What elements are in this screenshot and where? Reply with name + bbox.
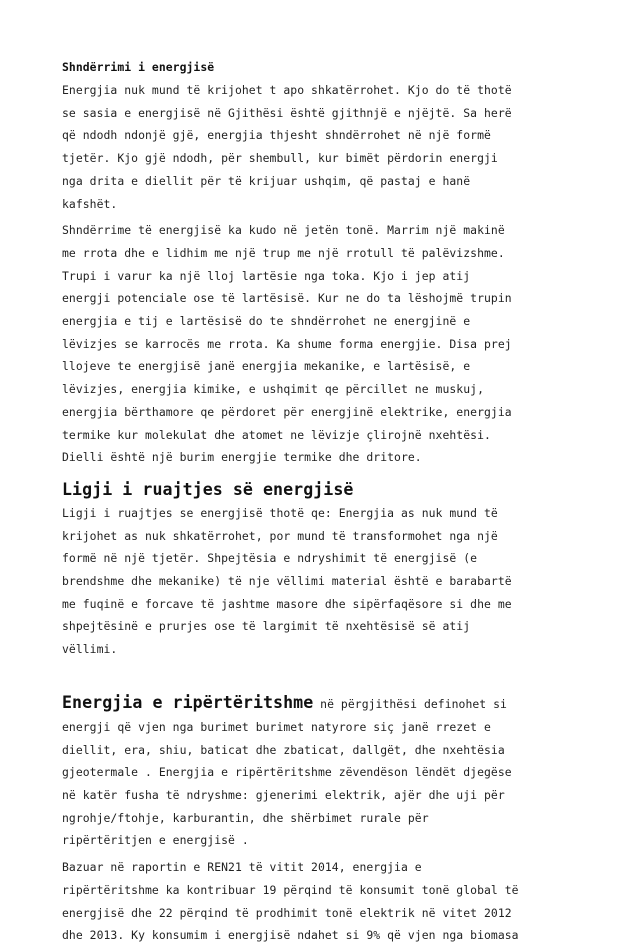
paragraph-energy-transformation-1: Energjia nuk mund të krijohet t apo shkatërrohet. Kjo do të thotë se sasia e energjisë në Gjithësi është gjithnjë e njëjtë. Sa herë që ndodh ndonjë gjë, energjia thjesht shndërrohet në një formë tjetër. Kjo gjë ndodh, për shembull, kur bimët përdorin energji nga drita e diellit për të krijuar ushqim, që pastaj e hanë kafshët. bbox=[62, 83, 512, 211]
paragraph-energy-transformation-2: Shndërrime të energjisë ka kudo në jetën tonë. Marrim një makinë me rrota dhe e lidhim me një trup me një rrotull të palëvizshme. Trupi i varur ka një lloj lartësie nga toka. Kjo i jep atij energji potenciale ose të lartësisë. Kur ne do ta lëshojmë trupin energjia e tij e lartësisë do te shndërrohet ne energjinë e lëvizjes se karrocës me rrota. Ka shume forma energjie. Disa prej llojeve te energjisë janë energjia mekanike, e lartësisë, e lëvizjes, energjia kimike, e ushqimit qe përcillet ne muskuj, energjia bërthamore qe përdoret për energjinë elektrike, energjia termike kur molekulat dhe atomet ne lëvizje çlirojnë nxehtësi. Dielli është një burim energjie termike dhe dritore. bbox=[62, 223, 512, 465]
section-heading-energy-transformation: Shndërrimi i energjisë bbox=[62, 60, 215, 74]
renewable-energy-lead-text: në përgjithësi definohet si bbox=[313, 696, 507, 711]
document-page bbox=[62, 56, 582, 947]
section-heading-renewable-energy: Energjia e ripërtëritshme bbox=[62, 692, 314, 712]
paragraph-renewable-energy-1-rest: energji që vjen nga burimet burimet natyrore siç janë rrezet e diellit, era, shiu, baticat dhe zbaticat, dallgët, dhe nxehtësia gjeotermale . Energjia e ripërtëritshme zëvendëson lëndët djegëse në katër fusha të ndryshme: gjenerimi elektrik, ajër dhe uji për ngrohje/ftohje, karburantin, dhe shërbimet rurale për ripërtëritjen e energjisë . bbox=[62, 719, 512, 848]
paragraph-renewable-energy-1 bbox=[62, 691, 582, 716]
paragraph-renewable-energy-2: Bazuar në raportin e REN21 të vitit 2014, energjia e ripërtëritshme ka kontribuar 19 përqind të konsumit tonë global të energjisë dhe 22 përqind të prodhimit tonë elektrik në vitet 2012 dhe 2013. Ky konsumim i energjisë ndahet si 9% që vjen nga biomasa bbox=[62, 860, 519, 943]
spacer bbox=[62, 661, 582, 691]
spacer bbox=[62, 469, 582, 478]
section-heading-conservation-law: Ligji i ruajtjes së energjisë bbox=[62, 479, 354, 499]
paragraph-conservation-law: Ligji i ruajtjes se energjisë thotë qe: Energjia as nuk mund të krijohet as nuk shkatërrohet, por mund të transformohet nga një formë në një tjetër. Shpejtësia e ndryshimit të energjisë (e brendshme dhe mekanike) të nje vëllimi material është e barabartë me fuqinë e forcave të jashtme masore dhe sipërfaqësore si dhe me shpejtësinë e prurjes ose të largimit të nxehtësisë së atij vëllimi. bbox=[62, 505, 512, 657]
